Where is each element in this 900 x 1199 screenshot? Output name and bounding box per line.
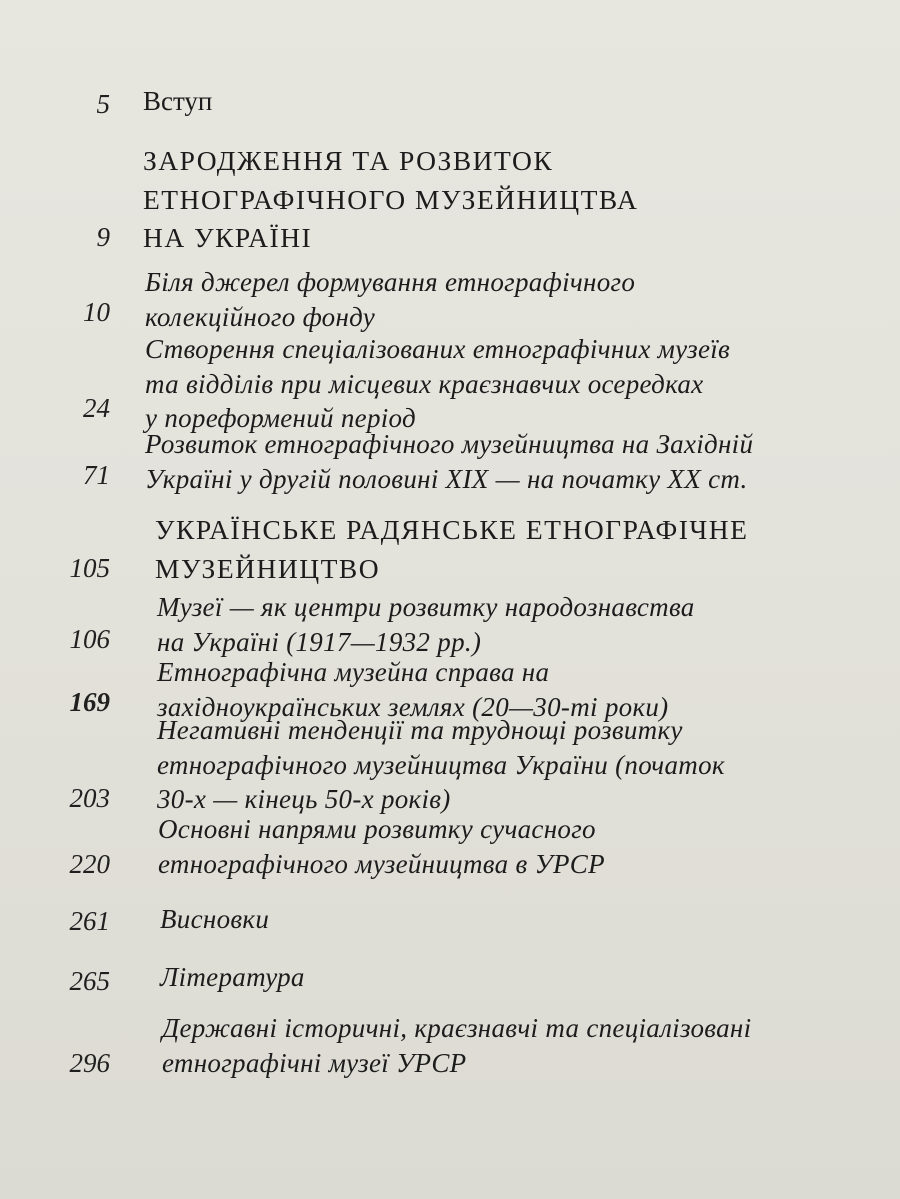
toc-heading-line: ЕТНОГРАФІЧНОГО МУЗЕЙНИЦТВА	[143, 183, 639, 215]
toc-entry-line: Україні у другій половині XIX — на початку XX ст.	[145, 463, 748, 494]
toc-entry-line: Музеї — як центри розвитку народознавства	[157, 592, 695, 622]
toc-entry-line: та відділів при місцевих краєзнавчих осередках	[145, 368, 704, 399]
toc-page-number: 10	[83, 297, 110, 327]
toc-entry	[162, 1011, 751, 1080]
toc-section-heading	[143, 142, 638, 258]
toc-entry	[157, 713, 725, 817]
toc-page-number: 169	[69, 687, 110, 717]
toc-entry-line: Створення спеціалізованих етнографічних музеїв	[145, 334, 731, 364]
toc-entry-line: Висновки	[160, 904, 270, 934]
toc-page-number: 5	[96, 89, 110, 119]
toc-page-number: 220	[69, 849, 110, 879]
toc-heading-line: МУЗЕЙНИЦТВО	[155, 552, 381, 584]
toc-entry	[145, 265, 635, 334]
toc-entry-line: на Україні (1917—1932 рр.)	[157, 626, 482, 657]
toc-entry-line: Державні історичні, краєзнавчі та спеціалізовані	[162, 1013, 752, 1043]
toc-heading-line: НА УКРАЇНІ	[143, 222, 313, 253]
toc-entry-line: Негативні тенденції та труднощі розвитку	[157, 715, 683, 745]
toc-heading-line: ЗАРОДЖЕННЯ ТА РОЗВИТОК	[143, 145, 554, 176]
toc-heading-line: УКРАЇНСЬКЕ РАДЯНСЬКЕ ЕТНОГРАФІЧНЕ	[155, 514, 749, 545]
toc-entry-line: Етнографічна музейна справа на	[157, 657, 550, 687]
toc-page-number: 296	[69, 1048, 110, 1078]
toc-entry	[160, 902, 269, 937]
toc-entry-line: Література	[160, 962, 305, 992]
toc-page-number: 105	[69, 553, 110, 583]
toc-page-number: 265	[69, 966, 110, 996]
toc-entry-line: Вступ	[143, 86, 213, 116]
toc-entry-line: Основні напрями розвитку сучасного	[158, 814, 596, 844]
toc-entry	[143, 84, 212, 119]
toc-entry	[145, 332, 730, 436]
toc-entry-line: 30-х — кінець 50-х років)	[157, 784, 451, 814]
toc-entry-line: етнографічного музейництва України (початок	[157, 749, 725, 780]
toc-page-number: 24	[83, 393, 110, 423]
toc-page-number: 203	[69, 783, 110, 813]
toc-entry-line: у пореформений період	[145, 403, 416, 433]
toc-section-heading	[155, 511, 748, 588]
toc-entry	[160, 960, 305, 995]
toc-entry-line: Розвиток етнографічного музейництва на Західній	[145, 429, 754, 459]
toc-page-number: 261	[69, 906, 110, 936]
toc-page-number: 71	[83, 460, 110, 490]
toc-page-number: 9	[96, 222, 110, 252]
toc-entry-line: етнографічні музеї УРСР	[162, 1047, 467, 1078]
toc-entry-line: етнографічного музейництва в УРСР	[158, 848, 605, 879]
toc-page-number: 106	[69, 624, 110, 654]
toc-entry-line: колекційного фонду	[145, 301, 376, 332]
toc-entry-line: Біля джерел формування етнографічного	[145, 267, 636, 297]
toc-entry	[158, 812, 605, 881]
toc-entry	[145, 427, 753, 496]
toc-entry	[157, 590, 695, 659]
toc-entry-line: західноукраїнських землях (20—30-ті роки)	[157, 691, 669, 722]
